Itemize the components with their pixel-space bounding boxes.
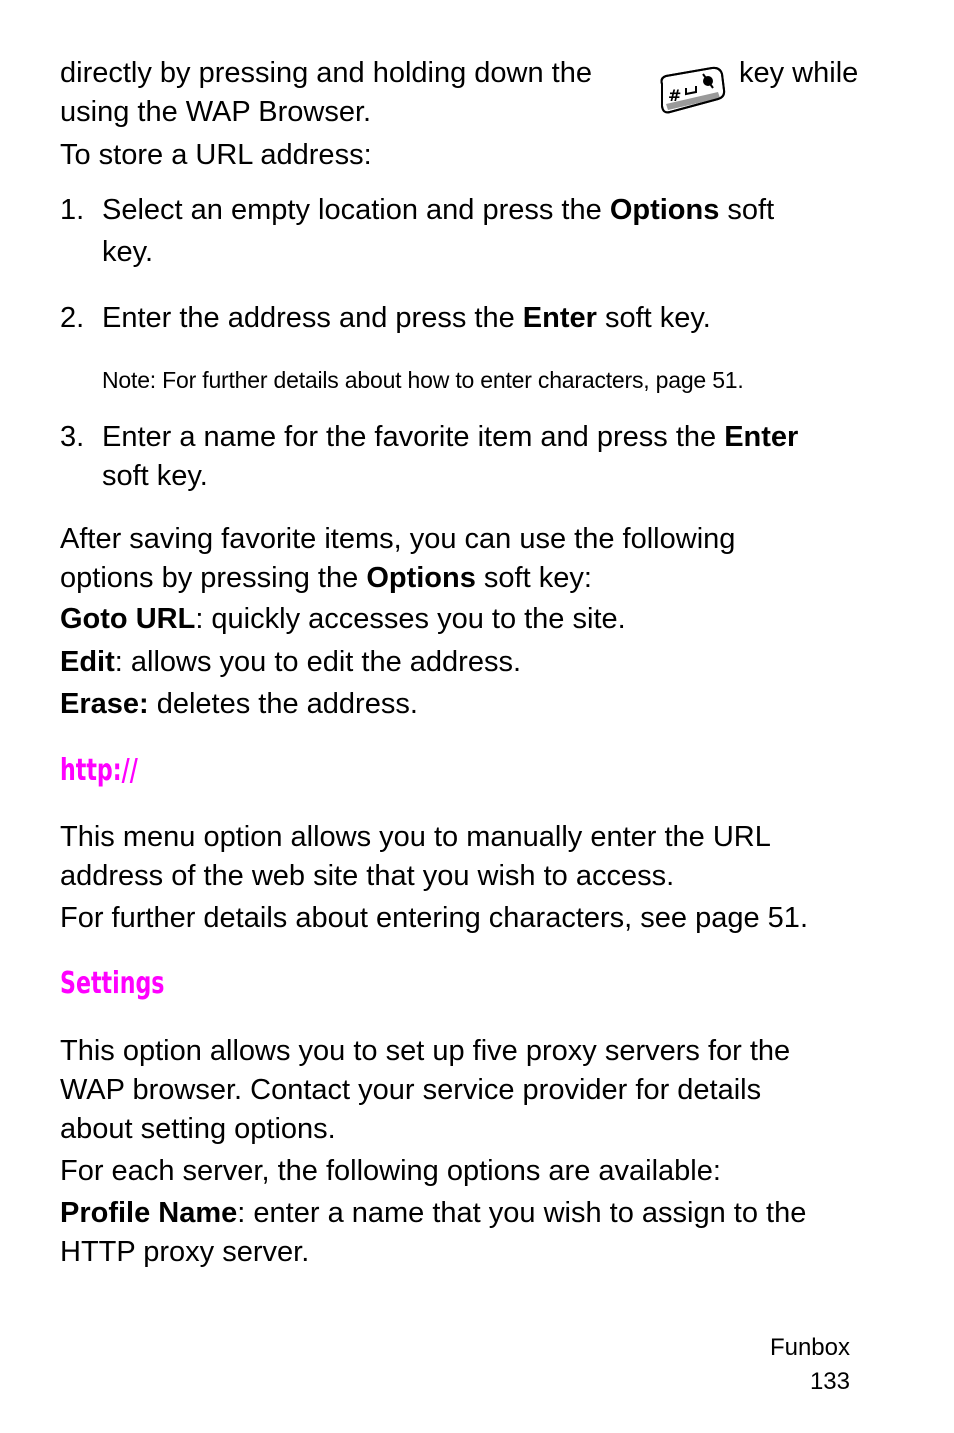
option-goto-url: Goto URL: quickly accesses you to the site. <box>60 603 626 635</box>
settings-line-3: about setting options. <box>60 1113 336 1145</box>
step-text: Enter a name for the favorite item and press the Enter <box>102 421 799 453</box>
page-number: 133 <box>809 1368 850 1395</box>
settings-profile-name: Profile Name: enter a name that you wish to assign to the <box>60 1197 807 1229</box>
step-text: Enter the address and press the Enter soft key. <box>102 302 711 334</box>
step-number: 3. <box>60 421 85 453</box>
intro-line-1-end: key while <box>739 57 859 89</box>
intro-line-2: using the WAP Browser. <box>60 96 372 128</box>
settings-line-2: WAP browser. Contact your service provider for details <box>60 1074 762 1106</box>
after-line-1: After saving favorite items, you can use the following <box>60 523 736 555</box>
step-text-continued: key. <box>102 236 154 268</box>
after-line-2: options by pressing the Options soft key: <box>60 562 592 594</box>
store-instruction: To store a URL address: <box>60 139 372 171</box>
note: Note: For further details about how to enter characters, page 51. <box>102 367 744 393</box>
settings-line-6: HTTP proxy server. <box>60 1236 310 1268</box>
http-line-3: For further details about entering characters, see page 51. <box>60 902 808 934</box>
step-text: Select an empty location and press the Options soft <box>102 194 775 226</box>
intro-line-1: directly by pressing and holding down the <box>60 57 592 89</box>
section-heading-settings: Settings <box>60 966 165 1001</box>
step-number: 1. <box>60 194 85 226</box>
settings-line-1: This option allows you to set up five proxy servers for the <box>60 1035 791 1067</box>
svg-text:#: # <box>668 86 682 105</box>
http-line-2: address of the web site that you wish to access. <box>60 860 675 892</box>
step-number: 2. <box>60 302 85 334</box>
http-line-1: This menu option allows you to manually enter the URL <box>60 821 771 853</box>
option-erase: Erase: deletes the address. <box>60 688 418 720</box>
hash-key-icon <box>656 64 726 116</box>
option-edit: Edit: allows you to edit the address. <box>60 646 522 678</box>
footer-section-name: Funbox <box>769 1334 850 1361</box>
settings-line-4: For each server, the following options are available: <box>60 1155 721 1187</box>
section-heading-http: http:// <box>60 753 138 788</box>
step-text-continued: soft key. <box>102 460 208 492</box>
